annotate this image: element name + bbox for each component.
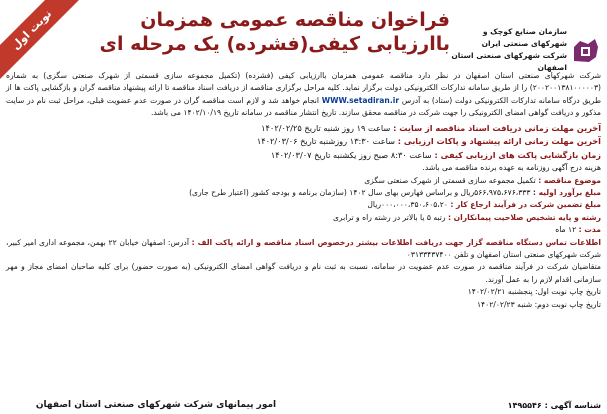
- ad-number: شناسه آگهی : ۱۴۹۵۵۴۶: [507, 401, 601, 410]
- closing-paragraph: متقاضیان شرکت در فرآیند مناقصه در صورت عدم عضویت در سامانه، نسبت به ثبت نام و دریافت گواهی امضای الکترونیکی (به صورت حضور) برای کلیه صاحبان امضای مجاز و مهر سازمانی اقدام لازم را به عمل آورند.: [6, 262, 601, 284]
- field-guarantee: [6, 199, 601, 211]
- intro-text-1: شرکت شهرکهای صنعتی استان اصفهان در نظر دارد مناقصه عمومی همزمان باارزیابی کیفی (فشرده) (تکمیل مجموعه سازی قسمتی از شهرک صنعتی سگزی) به شماره (۲۰۰۲۰۰۱۳۸۱۰۰۰۰۰۳) را از طریق سامانه تدارکات الکترونیکی دولت برگزار نماید. کلیه مراحل برگزاری مناقصه از دریافت اسناد مناقصه تا ارائه پیشنهاد مناقصه گران و بازگشایی پاکت ها از طریق درگاه سامانه تدارکات الکترونیکی دولت (ستاد) به آدرس: [6, 71, 601, 105]
- footer: [6, 370, 601, 410]
- page-title: فراخوان مناقصه عمومی همزمان: [140, 9, 450, 31]
- print-date-second: تاریخ چاپ نوبت دوم: شنبه ۱۴۰۲/۰۲/۲۳: [476, 299, 601, 309]
- deadline-value: ساعت ۱۳:۳۰ روزشنبه تاریخ ۱۴۰۲/۰۳/۰۶: [256, 136, 395, 147]
- field-subject: [6, 175, 601, 187]
- field-label: مدت :: [578, 225, 601, 235]
- deadline-opening: [6, 149, 601, 163]
- footer-organization: امور پیمانهای شرکت شهرکهای صنعتی استان اصفهان: [35, 400, 277, 410]
- field-label: موضوع مناقصه :: [538, 175, 601, 185]
- field-label: مبلغ برآورد اولیه :: [532, 187, 601, 197]
- deadline-value: ساعت ۱۹ روز شنبه تاریخ ۱۴۰۲/۰۲/۲۵: [261, 122, 391, 133]
- organization-line-1: سازمان صنایع کوچک و شهرکهای صنعتی ایران: [481, 27, 567, 48]
- print-date-first: تاریخ چاپ نوبت اول: پنجشنبه ۱۴۰۲/۰۲/۲۱: [467, 287, 601, 297]
- contact-value: آدرس: اصفهان خیابان ۲۲ بهمن، مجموعه اداری امیر کبیر، شرکت شهرکهای صنعتی استان اصفهان و تلفن ۰۳۱۳۳۴۳۷۴۰۰: [6, 237, 601, 259]
- field-value: ۰۰۰،۰۰۰،۳۵۰،۶۰۵،۲۰ریال: [367, 200, 448, 210]
- field-value: رتبه ۵ یا بالاتر در رشته راه و ترابری: [332, 212, 446, 222]
- deadline-label: زمان بازگشایی پاکت های ارزیابی کیفی :: [434, 149, 601, 160]
- organization-logo-icon: [571, 35, 601, 65]
- intro-paragraph: [6, 70, 601, 120]
- deadline-label: آخرین مهلت زمانی دریافت اسناد مناقصه از سایت :: [393, 122, 601, 133]
- organization-name: [451, 26, 567, 74]
- deadline-value: ساعت ۸:۳۰ صبح روز یکشنبه تاریخ ۱۴۰۲/۰۳/۰۷: [270, 149, 432, 160]
- organization-block: [451, 26, 601, 74]
- field-value: تکمیل مجموعه سازی قسمتی از شهرک صنعتی سگزی: [364, 175, 536, 185]
- contact-label: اطلاعات تماس دستگاه مناقصه گزار جهت دریافت اطلاعات بیشتر درخصوص اسناد مناقصه و ارائه پاکت الف :: [191, 237, 601, 247]
- notice-body: [6, 70, 601, 311]
- intro-text-2: انجام خواهد شد و لازم است مناقصه گران در صورت عدم عضویت قبلی، مراحل ثبت نام در سایت مذکور و دریافت گواهی امضای الکترونیکی را جهت شرکت در مناقصه محقق سازند. تاریخ انتشار مناقصه در سامانه تاریخ ۱۴۰۲/۱۰/۱۹ می باشد.: [6, 95, 601, 118]
- field-label: مبلغ تضمین شرکت در فرآیند ارجاع کار :: [450, 200, 601, 210]
- field-label: رشته و پایه تشخیص صلاحیت پیمانکاران :: [447, 212, 601, 222]
- setad-website-link[interactable]: WWW.setadiran.ir: [321, 95, 400, 105]
- organization-line-2: شرکت شهرکهای صنعتی استان اصفهان: [451, 51, 567, 72]
- deadline-proposals: [6, 135, 601, 149]
- page-subtitle: باارزیابی کیفی(فشرده) یک مرحله ای: [99, 33, 450, 55]
- first-round-badge: نوبت اول: [0, 0, 80, 80]
- title-block: [99, 8, 450, 56]
- contact-info: [6, 237, 601, 262]
- deadline-documents: [6, 122, 601, 136]
- field-duration: [6, 224, 601, 236]
- deadline-label: آخرین مهلت زمانی ارائه پیشنهاد و پاکات ارزیابی :: [397, 136, 601, 147]
- header: [0, 0, 607, 70]
- corner-ribbon: [0, 0, 80, 80]
- field-value: ۱۲ ماه: [555, 225, 577, 235]
- field-qualification: [6, 212, 601, 224]
- field-estimate: [6, 187, 601, 199]
- ad-cost-note: هزینه درج آگهی روزنامه به عهده برنده مناقصه می باشد.: [422, 163, 601, 173]
- field-value: ۵۶۶،۹۷۵،۶۷۶،۳۳۳ریال و براساس فهارس بهای سال ۱۴۰۲ (سازمان برنامه و بودجه کشور (اعتبار طرح جاری): [189, 187, 531, 197]
